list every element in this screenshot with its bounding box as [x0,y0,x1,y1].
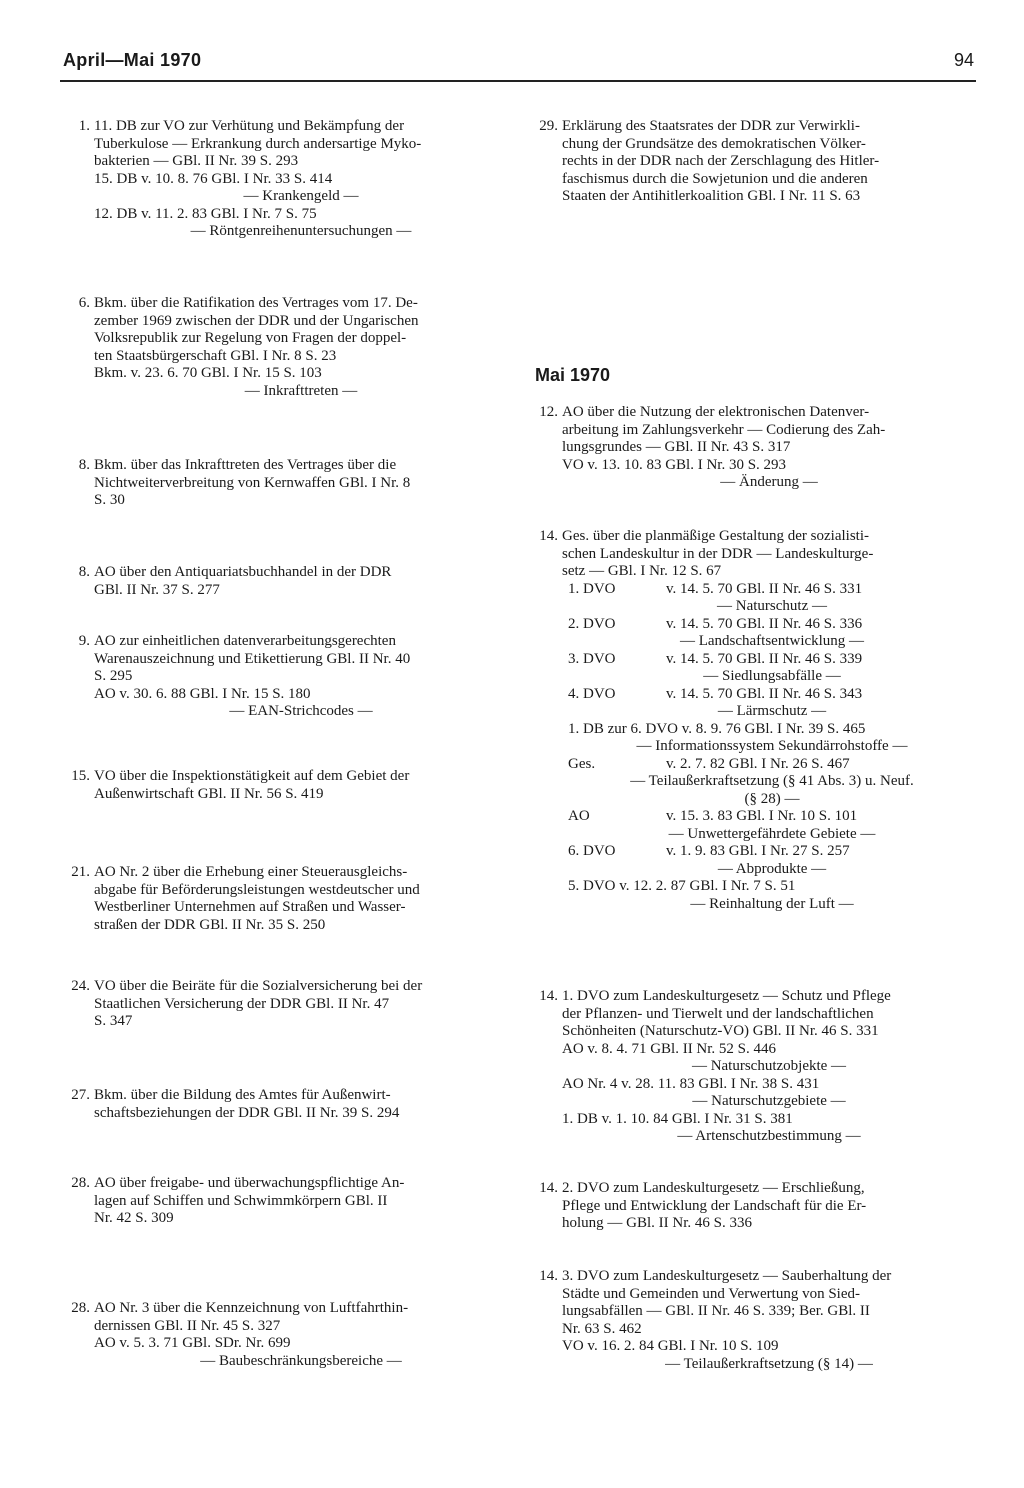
header-rule [60,80,976,82]
entry-line: straßen der DDR GBl. II Nr. 35 S. 250 [94,916,326,933]
entry-line: Bkm. über das Inkrafttreten des Vertrages über die [94,457,397,473]
entry-left-8 [62,978,508,1031]
entry-line: schen Landeskultur in der DDR — Landeskulturge- [562,545,874,562]
entry-left-5 [62,633,508,721]
entry-line: AO über die Nutzung der elektronischen Datenver- [562,404,870,420]
entry-line: Bkm. über die Bildung des Amtes für Außenwirt- [94,1087,391,1103]
entry-line: lungsabfällen — GBl. II Nr. 46 S. 339; Ber. GBl. II [562,1303,870,1319]
amendment-note: — Naturschutz — [717,598,827,614]
entry-line: bakterien — GBl. II Nr. 39 S. 293 [94,153,299,169]
amendment-ref: v. 14. 5. 70 GBl. II Nr. 46 S. 336 [666,615,863,632]
entry-number: 8. [78,457,90,473]
amendment-name: 1. DVO [568,580,616,597]
entry-line: AO v. 5. 3. 71 GBl. SDr. Nr. 699 [94,1335,291,1351]
entry-line: faschismus durch die Sowjetunion und die anderen [562,170,868,187]
entry-number: 24. [71,978,90,994]
entry-line: setz — GBl. I Nr. 12 S. 67 [562,563,722,579]
entry-line: AO v. 30. 6. 88 GBl. I Nr. 15 S. 180 [94,685,311,702]
entry-line: Nichtweiterverbreitung von Kernwaffen GBl. I Nr. 8 [94,474,411,491]
entry-line: S. 347 [94,1013,133,1029]
entry-line: VO über die Inspektionstätigkeit auf dem Gebiet der [94,768,410,784]
entry-line: Schönheiten (Naturschutz-VO) GBl. II Nr. 46 S. 331 [562,1023,879,1039]
entry-line: Nr. 63 S. 462 [562,1320,642,1337]
amendment-name: 1. DB zur 6. DVO [568,720,678,737]
amendment-note: — Unwettergefährdete Gebiete — [668,825,876,842]
entry-line: S. 295 [94,668,133,684]
entry-left-7 [62,864,508,934]
entry-left-6 [62,768,508,803]
entry-right-2 [530,404,976,492]
amendment-name: AO [568,808,590,824]
amendment-note: — Reinhaltung der Luft — [690,895,854,912]
entry-note: — Röntgenreihenuntersuchungen — [190,223,412,239]
amendment-note: — Informationssystem Sekundärrohstoffe — [636,738,908,754]
entry-line: 1. DB v. 1. 10. 84 GBl. I Nr. 31 S. 381 [562,1110,793,1127]
entry-note: — Artenschutzbestimmung — [677,1128,861,1144]
amendments-list [562,581,976,914]
entry-number: 14. [539,528,558,544]
entry-line: dernissen GBl. II Nr. 45 S. 327 [94,1317,281,1334]
entry-right-5 [530,1180,976,1233]
entry-line: Ges. über die planmäßige Gestaltung der sozialisti- [562,528,869,544]
entry-line: Staatlichen Versicherung der DDR GBl. II Nr. 47 [94,995,390,1012]
entry-line: Bkm. über die Ratifikation des Vertrages vom 17. De- [94,295,418,311]
entry-line: Pflege und Entwicklung der Landschaft für die Er- [562,1197,867,1214]
amendment-name: 3. DVO [568,650,616,667]
entry-line: Tuberkulose — Erkrankung durch andersartige Myko- [94,135,422,152]
amendment-note: (§ 28) — [744,790,800,807]
entry-line: AO über den Antiquariatsbuchhandel in der DDR [94,564,392,580]
entry-number: 15. [71,768,90,784]
entry-line: holung — GBl. II Nr. 46 S. 336 [562,1215,753,1231]
entry-line: Erklärung des Staatsrates der DDR zur Verwirkli- [562,118,860,134]
entry-number: 21. [71,864,90,880]
entry-note: — Änderung — [720,474,818,490]
entry-line: Außenwirtschaft GBl. II Nr. 56 S. 419 [94,785,324,802]
entry-line: GBl. II Nr. 37 S. 277 [94,581,220,598]
entry-note: — Baubeschränkungsbereiche — [200,1352,402,1369]
entry-number: 8. [78,564,90,580]
amendment-note: — Teilaußerkraftsetzung (§ 41 Abs. 3) u. Neuf. [630,773,914,789]
entry-number: 28. [71,1175,90,1191]
entry-line: AO Nr. 4 v. 28. 11. 83 GBl. I Nr. 38 S. 431 [562,1075,820,1092]
amendment-ref: v. 14. 5. 70 GBl. II Nr. 46 S. 339 [666,650,863,667]
entry-line: Städte und Gemeinden und Verwertung von Sied- [562,1285,861,1302]
entry-number: 14. [539,1268,558,1284]
entry-line: rechts in der DDR nach der Zerschlagung des Hitler- [562,153,880,169]
entry-note: — Inkrafttreten — [244,382,358,399]
entry-line: Staaten der Antihitlerkoalition GBl. I Nr. 11 S. 63 [562,188,861,204]
entry-number: 9. [78,633,90,649]
entry-line: AO zur einheitlichen datenverarbeitungsgerechten [94,633,396,649]
entry-line: lagen auf Schiffen und Schwimmkörpern GBl. II [94,1192,388,1209]
entry-number: 6. [78,295,90,311]
entry-left-9 [62,1087,508,1122]
amendment-line [568,721,976,739]
entry-number: 14. [539,1180,558,1196]
entry-left-10 [62,1175,508,1228]
entry-line: VO über die Beiräte für die Sozialversicherung bei der [94,978,423,994]
entry-line: 3. DVO zum Landeskulturgesetz — Sauberhaltung der [562,1268,892,1284]
entry-left-11 [62,1300,508,1370]
entry-line: 12. DB v. 11. 2. 83 GBl. I Nr. 7 S. 75 [94,205,317,222]
entry-left-2 [62,295,508,400]
amendment-name: 2. DVO [568,615,616,632]
entry-right-1 [530,118,976,206]
page-number: 94 [953,50,974,70]
entry-line: Volksrepublik zur Regelung von Fragen der doppel- [94,330,407,346]
entry-line: Warenauszeichnung und Etikettierung GBl. II Nr. 40 [94,650,411,667]
page-header-title: April—Mai 1970 [63,50,202,70]
entry-line: chung der Grundsätze des demokratischen Völker- [562,135,866,152]
amendment-name: 6. DVO [568,843,616,859]
amendment-note: — Lärmschutz — [717,703,827,719]
amendment-ref: v. 14. 5. 70 GBl. II Nr. 46 S. 331 [666,580,863,597]
amendment-note: — Landschaftsentwicklung — [679,633,865,649]
amendment-ref: v. 1. 9. 83 GBl. I Nr. 27 S. 257 [666,843,850,859]
section-heading: Mai 1970 [535,365,611,385]
entry-number: 14. [539,988,558,1004]
entry-line: VO v. 16. 2. 84 GBl. I Nr. 10 S. 109 [562,1338,779,1354]
entry-line: 11. DB zur VO zur Verhütung und Bekämpfung der [94,118,405,134]
entry-line: 15. DB v. 10. 8. 76 GBl. I Nr. 33 S. 414 [94,170,333,187]
entry-line: Nr. 42 S. 309 [94,1210,174,1226]
amendment-name: 4. DVO [568,685,616,702]
amendment-name: Ges. [568,755,596,772]
entry-left-4 [62,564,508,599]
entry-note: — EAN-Strichcodes — [229,703,373,719]
amendment-ref: v. 15. 3. 83 GBl. I Nr. 10 S. 101 [666,808,858,824]
entry-line: der Pflanzen- und Tierwelt und der landschaftlichen [562,1005,874,1022]
entry-right-4 [530,988,976,1146]
entry-note: — Naturschutzgebiete — [692,1093,846,1109]
entry-number: 28. [71,1300,90,1316]
entry-note: — Krankengeld — [243,188,359,204]
entry-left-1 [62,118,508,241]
entry-line: 1. DVO zum Landeskulturgesetz — Schutz und Pflege [562,988,891,1004]
entry-line: S. 30 [94,492,125,508]
entry-number: 12. [539,404,558,420]
entry-line: AO Nr. 3 über die Kennzeichnung von Luftfahrthin- [94,1300,409,1316]
entry-line: VO v. 13. 10. 83 GBl. I Nr. 30 S. 293 [562,456,787,473]
amendment-ref: v. 14. 5. 70 GBl. II Nr. 46 S. 343 [666,685,863,702]
entry-left-3 [62,457,508,510]
entry-line: abgabe für Beförderungsleistungen westdeutscher und [94,881,420,898]
entry-number: 29. [539,118,558,134]
amendment-note: — Abprodukte — [717,860,827,877]
entry-line: AO über freigabe- und überwachungspflichtige An- [94,1175,405,1191]
entry-note: — Naturschutzobjekte — [691,1058,847,1074]
entry-line: AO Nr. 2 über die Erhebung einer Steuerausgleichs- [94,864,408,880]
entry-right-6 [530,1268,976,1373]
amendment-note: — Siedlungsabfälle — [703,668,841,684]
entry-number: 1. [78,118,90,134]
entry-right-3 [530,528,976,913]
entry-line: lungsgrundes — GBl. II Nr. 43 S. 317 [562,439,791,455]
amendment-ref: GBl. I Nr. 7 S. 51 [689,878,796,894]
amendment-name: 5. DVO v. 12. 2. 87 [568,878,686,894]
entry-note: — Teilaußerkraftsetzung (§ 14) — [665,1355,873,1372]
entry-line: ten Staatsbürgerschaft GBl. I Nr. 8 S. 23 [94,347,337,364]
entry-line: 2. DVO zum Landeskulturgesetz — Erschließung, [562,1180,865,1196]
amendment-ref: v. 8. 9. 76 GBl. I Nr. 39 S. 465 [681,720,866,737]
entry-line: Westberliner Unternehmen auf Straßen und Wasser- [94,899,406,915]
entry-line: arbeitung im Zahlungsverkehr — Codierung des Zah- [562,421,886,438]
entry-line: Bkm. v. 23. 6. 70 GBl. I Nr. 15 S. 103 [94,365,322,381]
entry-line: zember 1969 zwischen der DDR und der Ungarischen [94,312,419,329]
entry-line: schaftsbeziehungen der DDR GBl. II Nr. 39 S. 294 [94,1104,400,1121]
amendment-line [568,878,976,896]
entry-line: AO v. 8. 4. 71 GBl. II Nr. 52 S. 446 [562,1040,777,1057]
amendment-ref: v. 2. 7. 82 GBl. I Nr. 26 S. 467 [666,755,850,772]
entry-number: 27. [71,1087,90,1103]
